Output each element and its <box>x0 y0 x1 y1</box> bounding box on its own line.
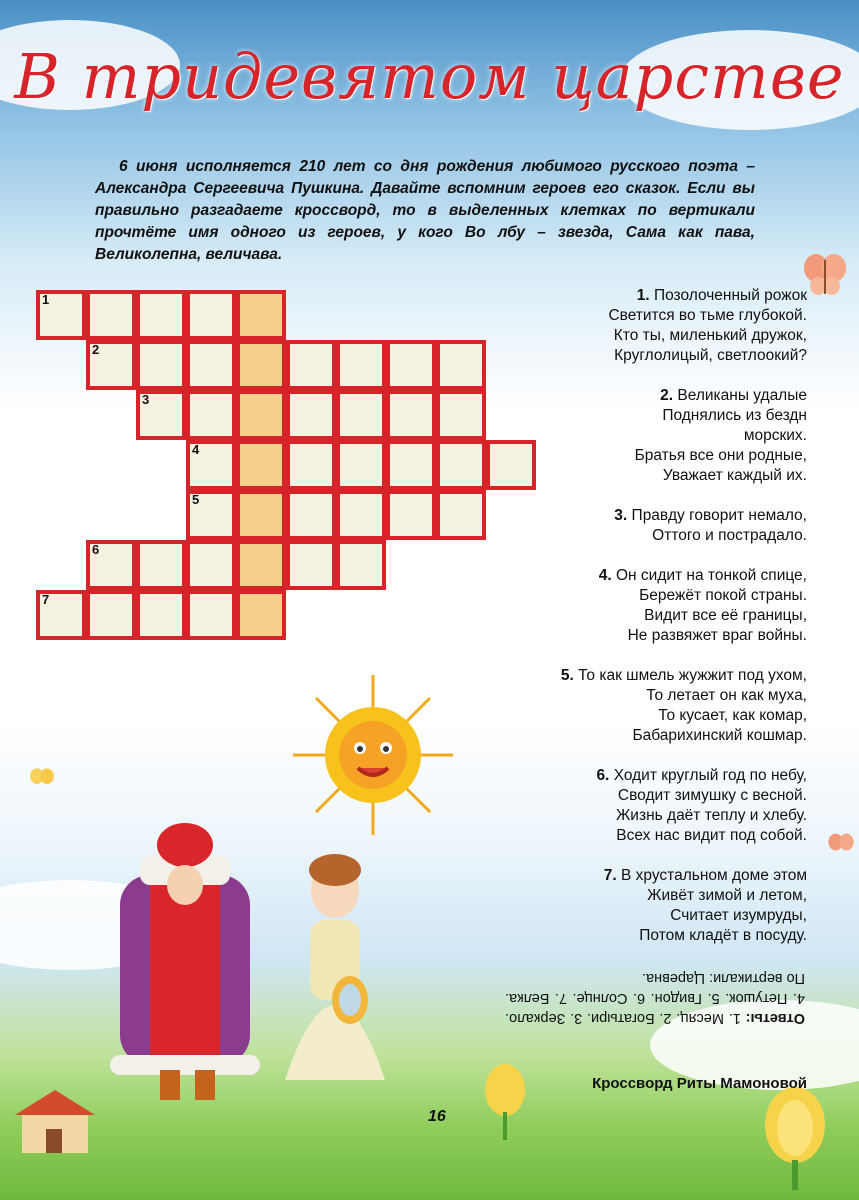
clue-text: В хрустальном доме этом <box>621 867 807 884</box>
crossword-cell[interactable] <box>386 490 436 540</box>
clue-line <box>477 826 807 846</box>
clue-line <box>477 666 807 686</box>
crossword-cell-highlighted[interactable] <box>236 340 286 390</box>
clue-text: Жизнь даёт теплу и хлебу. <box>616 807 807 824</box>
clue-text: Позолоченный рожок <box>653 287 807 304</box>
answers-label: Ответы: <box>745 1010 805 1026</box>
clue-item <box>477 866 807 946</box>
clue-line <box>477 466 807 486</box>
clue-item <box>477 506 807 546</box>
butterfly-icon <box>28 765 56 793</box>
clue-text: Ходит круглый год по небу, <box>613 767 807 784</box>
answers-text: 1. Месяц. 2. Богатыри. 3. Зеркало. 4. Петушок. 5. Гвидон. 6. Солнце. 7. Белка. По вертикали: Царевна. <box>504 970 805 1026</box>
clue-text: Живёт зимой и летом, <box>647 887 807 904</box>
crossword-cell[interactable] <box>86 540 136 590</box>
crossword-cell[interactable] <box>386 390 436 440</box>
clue-text: Оттого и пострадало. <box>652 527 807 544</box>
clues-list <box>477 286 807 966</box>
clue-line <box>477 386 807 406</box>
clue-text: То как шмель жужжит под ухом, <box>578 667 807 684</box>
clue-text: Братья все они родные, <box>634 447 807 464</box>
author-credit: Кроссворд Риты Мамоновой <box>592 1075 807 1092</box>
crossword-cell-highlighted[interactable] <box>236 440 286 490</box>
clue-line <box>477 726 807 746</box>
clue-number: 2. <box>660 387 674 404</box>
clue-text: То летает он как муха, <box>646 687 807 704</box>
crossword-row-number: 4 <box>192 442 200 457</box>
clue-line <box>477 626 807 646</box>
clue-item <box>477 566 807 646</box>
clue-line <box>477 866 807 886</box>
crossword-cell[interactable] <box>286 540 336 590</box>
clue-text: Потом кладёт в посуду. <box>639 927 807 944</box>
tsarevna-illustration <box>255 840 415 1100</box>
crossword-cell[interactable] <box>286 490 336 540</box>
clue-number: 4. <box>598 567 612 584</box>
crossword-cell[interactable] <box>336 390 386 440</box>
crossword-cell[interactable] <box>186 540 236 590</box>
clue-line <box>477 566 807 586</box>
crossword-cell-highlighted[interactable] <box>236 590 286 640</box>
clue-line <box>477 426 807 446</box>
crossword-cell[interactable] <box>336 540 386 590</box>
clue-item <box>477 286 807 366</box>
crossword-cell[interactable] <box>136 540 186 590</box>
intro-paragraph: 6 июня исполняется 210 лет со дня рождения любимого русского поэта – Александра Сергеевича Пушкина. Давайте вспомним героев его сказок. Если вы правильно разгадаете кроссворд, то в выделенных клетках по вертикали прочтёте имя одного из героев, у кого Во лбу – звезда, Сама как пава, Великолепна, величава. <box>95 158 755 263</box>
page-number: 16 <box>428 1108 446 1125</box>
clue-line <box>477 346 807 366</box>
clue-text: Поднялись из бездн <box>662 407 807 424</box>
clue-line <box>477 706 807 726</box>
crossword-row-number: 1 <box>42 292 50 307</box>
crossword-cell[interactable] <box>186 590 236 640</box>
clue-text: Сводит зимушку с весной. <box>617 787 807 804</box>
clue-number: 5. <box>560 667 574 684</box>
clue-text: Бабарихинский кошмар. <box>632 727 807 744</box>
flower-icon <box>470 1060 540 1140</box>
clue-text: Бережёт покой страны. <box>639 587 807 604</box>
clue-item <box>477 766 807 846</box>
crossword-row-number: 5 <box>192 492 200 507</box>
clue-line <box>477 806 807 826</box>
crossword-row-number: 3 <box>142 392 150 407</box>
clue-number: 1. <box>636 287 650 304</box>
clue-line <box>477 506 807 526</box>
crossword-cell[interactable] <box>36 290 86 340</box>
crossword-cell[interactable] <box>186 290 236 340</box>
clue-text: Великаны удалые <box>677 387 807 404</box>
sun-illustration <box>288 670 458 840</box>
clue-line <box>477 586 807 606</box>
clue-text: морских. <box>743 427 807 444</box>
crossword-cell[interactable] <box>36 590 86 640</box>
page-title: В тридевятом царстве <box>14 40 845 113</box>
crossword-cell[interactable] <box>186 390 236 440</box>
flower-icon <box>740 1080 850 1190</box>
clue-item <box>477 666 807 746</box>
butterfly-icon <box>826 830 856 860</box>
clue-number: 7. <box>603 867 617 884</box>
crossword-cell[interactable] <box>286 440 336 490</box>
clue-line <box>477 926 807 946</box>
clue-text: Уважает каждый их. <box>662 467 807 484</box>
clue-line <box>477 786 807 806</box>
clue-line <box>477 286 807 306</box>
crossword-cell[interactable] <box>386 440 436 490</box>
crossword-cell-highlighted[interactable] <box>236 390 286 440</box>
crossword-row-number: 6 <box>92 542 100 557</box>
clue-line <box>477 686 807 706</box>
crossword-cell[interactable] <box>86 340 136 390</box>
crossword-cell[interactable] <box>386 340 436 390</box>
clue-text: Правду говорит немало, <box>631 507 807 524</box>
clue-number: 3. <box>614 507 628 524</box>
clue-number: 6. <box>596 767 610 784</box>
clue-text: Не развяжет враг войны. <box>627 627 807 644</box>
crossword-cell-highlighted[interactable] <box>236 540 286 590</box>
clue-text: Видит все её границы, <box>644 607 807 624</box>
clue-line <box>477 886 807 906</box>
crossword-cell[interactable] <box>286 390 336 440</box>
crossword-cell[interactable] <box>136 390 186 440</box>
crossword-cell[interactable] <box>136 340 186 390</box>
answers-upside-down <box>505 968 805 1028</box>
clue-line <box>477 406 807 426</box>
crossword-cell[interactable] <box>336 340 386 390</box>
crossword-row-number: 2 <box>92 342 100 357</box>
clue-text: Светится во тьме глубокой. <box>608 307 807 324</box>
crossword-cell[interactable] <box>86 590 136 640</box>
crossword-cell-highlighted[interactable] <box>236 290 286 340</box>
clue-text: Всех нас видит под собой. <box>616 827 807 844</box>
crossword-cell-highlighted[interactable] <box>236 490 286 540</box>
clue-text: Кто ты, миленький дружок, <box>613 327 807 344</box>
crossword-cell[interactable] <box>136 290 186 340</box>
clue-text: Считает изумруды, <box>670 907 807 924</box>
clue-line <box>477 906 807 926</box>
crossword-cell[interactable] <box>186 490 236 540</box>
clue-line <box>477 326 807 346</box>
crossword-cell[interactable] <box>186 440 236 490</box>
clue-text: Круглолицый, светлоокий? <box>614 347 807 364</box>
crossword-cell[interactable] <box>336 490 386 540</box>
clue-line <box>477 766 807 786</box>
clue-text: То кусает, как комар, <box>658 707 807 724</box>
clue-line <box>477 446 807 466</box>
crossword-cell[interactable] <box>86 290 136 340</box>
clue-text: Он сидит на тонкой спице, <box>615 567 807 584</box>
clue-item <box>477 386 807 486</box>
crossword-cell[interactable] <box>186 340 236 390</box>
clue-line <box>477 606 807 626</box>
crossword-cell[interactable] <box>286 340 336 390</box>
crossword-cell[interactable] <box>336 440 386 490</box>
crossword-row-number: 7 <box>42 592 50 607</box>
clue-line <box>477 306 807 326</box>
butterfly-icon <box>800 250 850 300</box>
crossword-cell[interactable] <box>136 590 186 640</box>
clue-line <box>477 526 807 546</box>
